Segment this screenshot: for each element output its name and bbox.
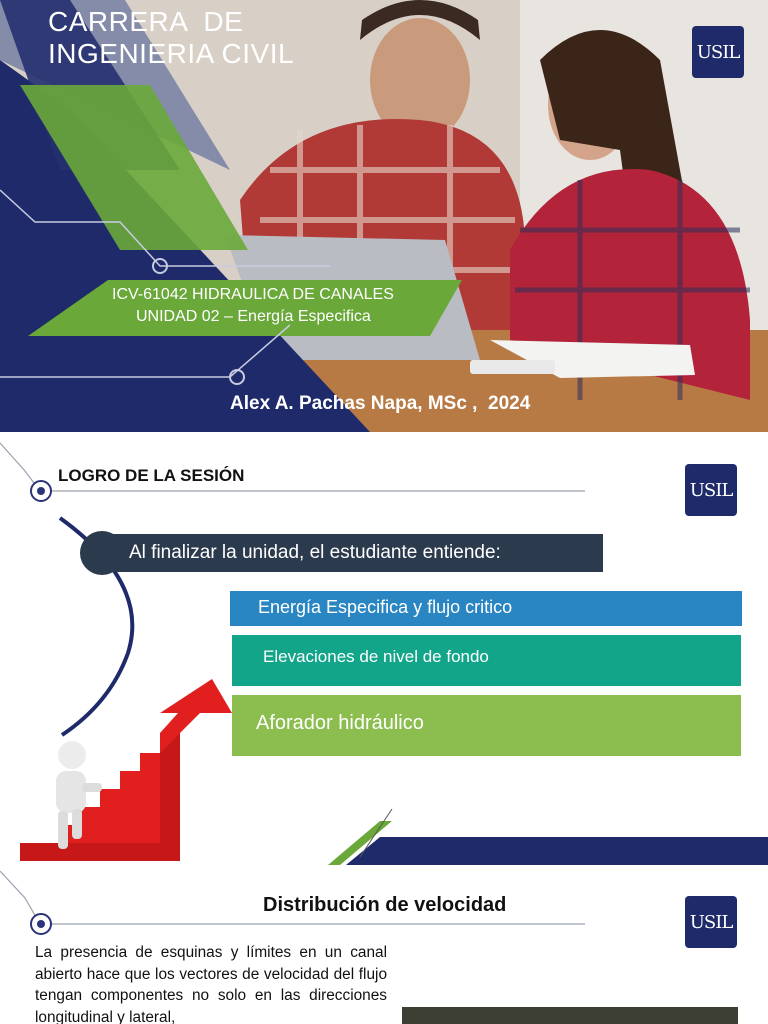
title-line-2: INGENIERIA CIVIL [48,38,295,69]
slide-title: Distribución de velocidad [263,894,507,916]
goal-item-3: Aforador hidráulico [232,695,741,756]
title-slide [0,0,768,432]
usil-logo-text: USIL [689,479,733,501]
course-code: ICV-61042 HIDRAULICA DE CANALES [112,286,394,303]
section-heading: LOGRO DE LA SESIÓN [58,466,245,485]
learning-goal-slide [0,433,768,865]
velocity-distribution-slide [0,866,768,1024]
goal-item-1: Energía Especifica y flujo critico [230,591,742,626]
unit-title: UNIDAD 02 – Energía Especifica [136,308,371,325]
usil-logo-text: USIL [689,911,733,933]
usil-logo [692,26,744,78]
body-paragraph: La presencia de esquinas y límites en un canal abierto hace que los vectores de velocidad del flujo tengan componentes no solo en las direcciones longitudinal y lateral, [35,944,387,1024]
usil-logo [685,464,737,516]
usil-logo-text: USIL [696,41,740,63]
title-line-1: CARRERA DE [48,6,244,37]
goal-item-2: Elevaciones de nivel de fondo [232,635,741,686]
course-banner [112,284,452,328]
usil-logo [685,896,737,948]
title-block [48,6,294,70]
intro-banner: Al finalizar la unidad, el estudiante entiende: [100,534,603,572]
author-line: Alex A. Pachas Napa, MSc , 2024 [230,393,531,414]
